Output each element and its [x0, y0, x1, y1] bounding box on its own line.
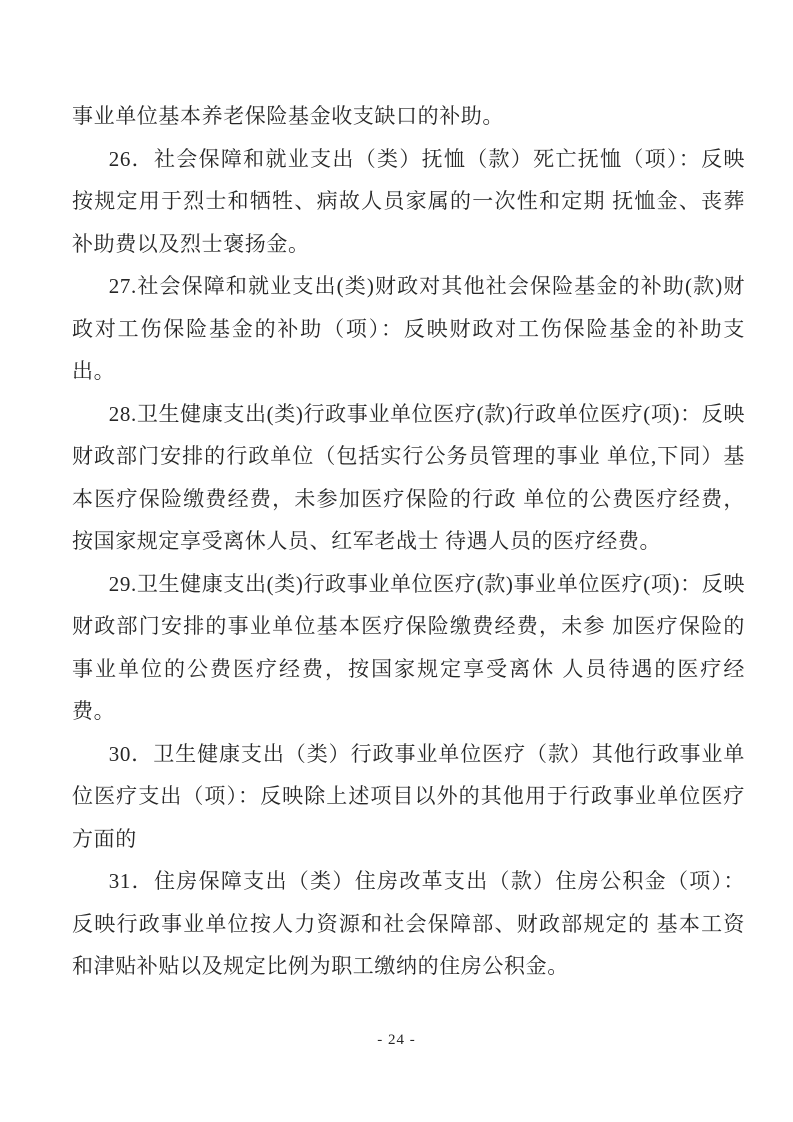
paragraph: 27.社会保障和就业支出(类)财政对其他社会保险基金的补助(款)财政对工伤保险基金的补助（项）：反映财政对工伤保险基金的补助支出。 [72, 274, 745, 383]
paragraph: 26．社会保障和就业支出（类）抚恤（款）死亡抚恤（项）：反映按规定用于烈士和牺牲、病故人员家属的一次性和定期 抚恤金、丧葬补助费以及烈士褒扬金。 [72, 146, 745, 256]
page-number: - 24 - [377, 1032, 416, 1048]
paragraph: 29.卫生健康支出(类)行政事业单位医疗(款)事业单位医疗(项)：反映财政部门安排的事业单位基本医疗保险缴费经费，未参 加医疗保险的事业单位的公费医疗经费，按国家规定享受离休 人员待遇的医疗经费。 [72, 571, 745, 723]
paragraph: 30．卫生健康支出（类）行政事业单位医疗（款）其他行政事业单位医疗支出（项）：反映除上述项目以外的其他用于行政事业单位医疗方面的 [72, 741, 745, 851]
paragraph: 28.卫生健康支出(类)行政事业单位医疗(款)行政单位医疗(项)：反映财政部门安排的行政单位（包括实行公务员管理的事业 单位,下同）基本医疗保险缴费经费，未参加医疗保险的行政 单位的公费医疗经费，按国家规定享受离休人员、红军老战士 待遇人员的医疗经费。 [72, 401, 745, 553]
document-body [72, 95, 745, 988]
paragraph: 31．住房保障支出（类）住房改革支出（款）住房公积金（项）：反映行政事业单位按人力资源和社会保障部、财政部规定的 基本工资和津贴补贴以及规定比例为职工缴纳的住房公积金。 [72, 869, 745, 978]
paragraph: 事业单位基本养老保险基金收支缺口的补助。 [72, 104, 504, 128]
